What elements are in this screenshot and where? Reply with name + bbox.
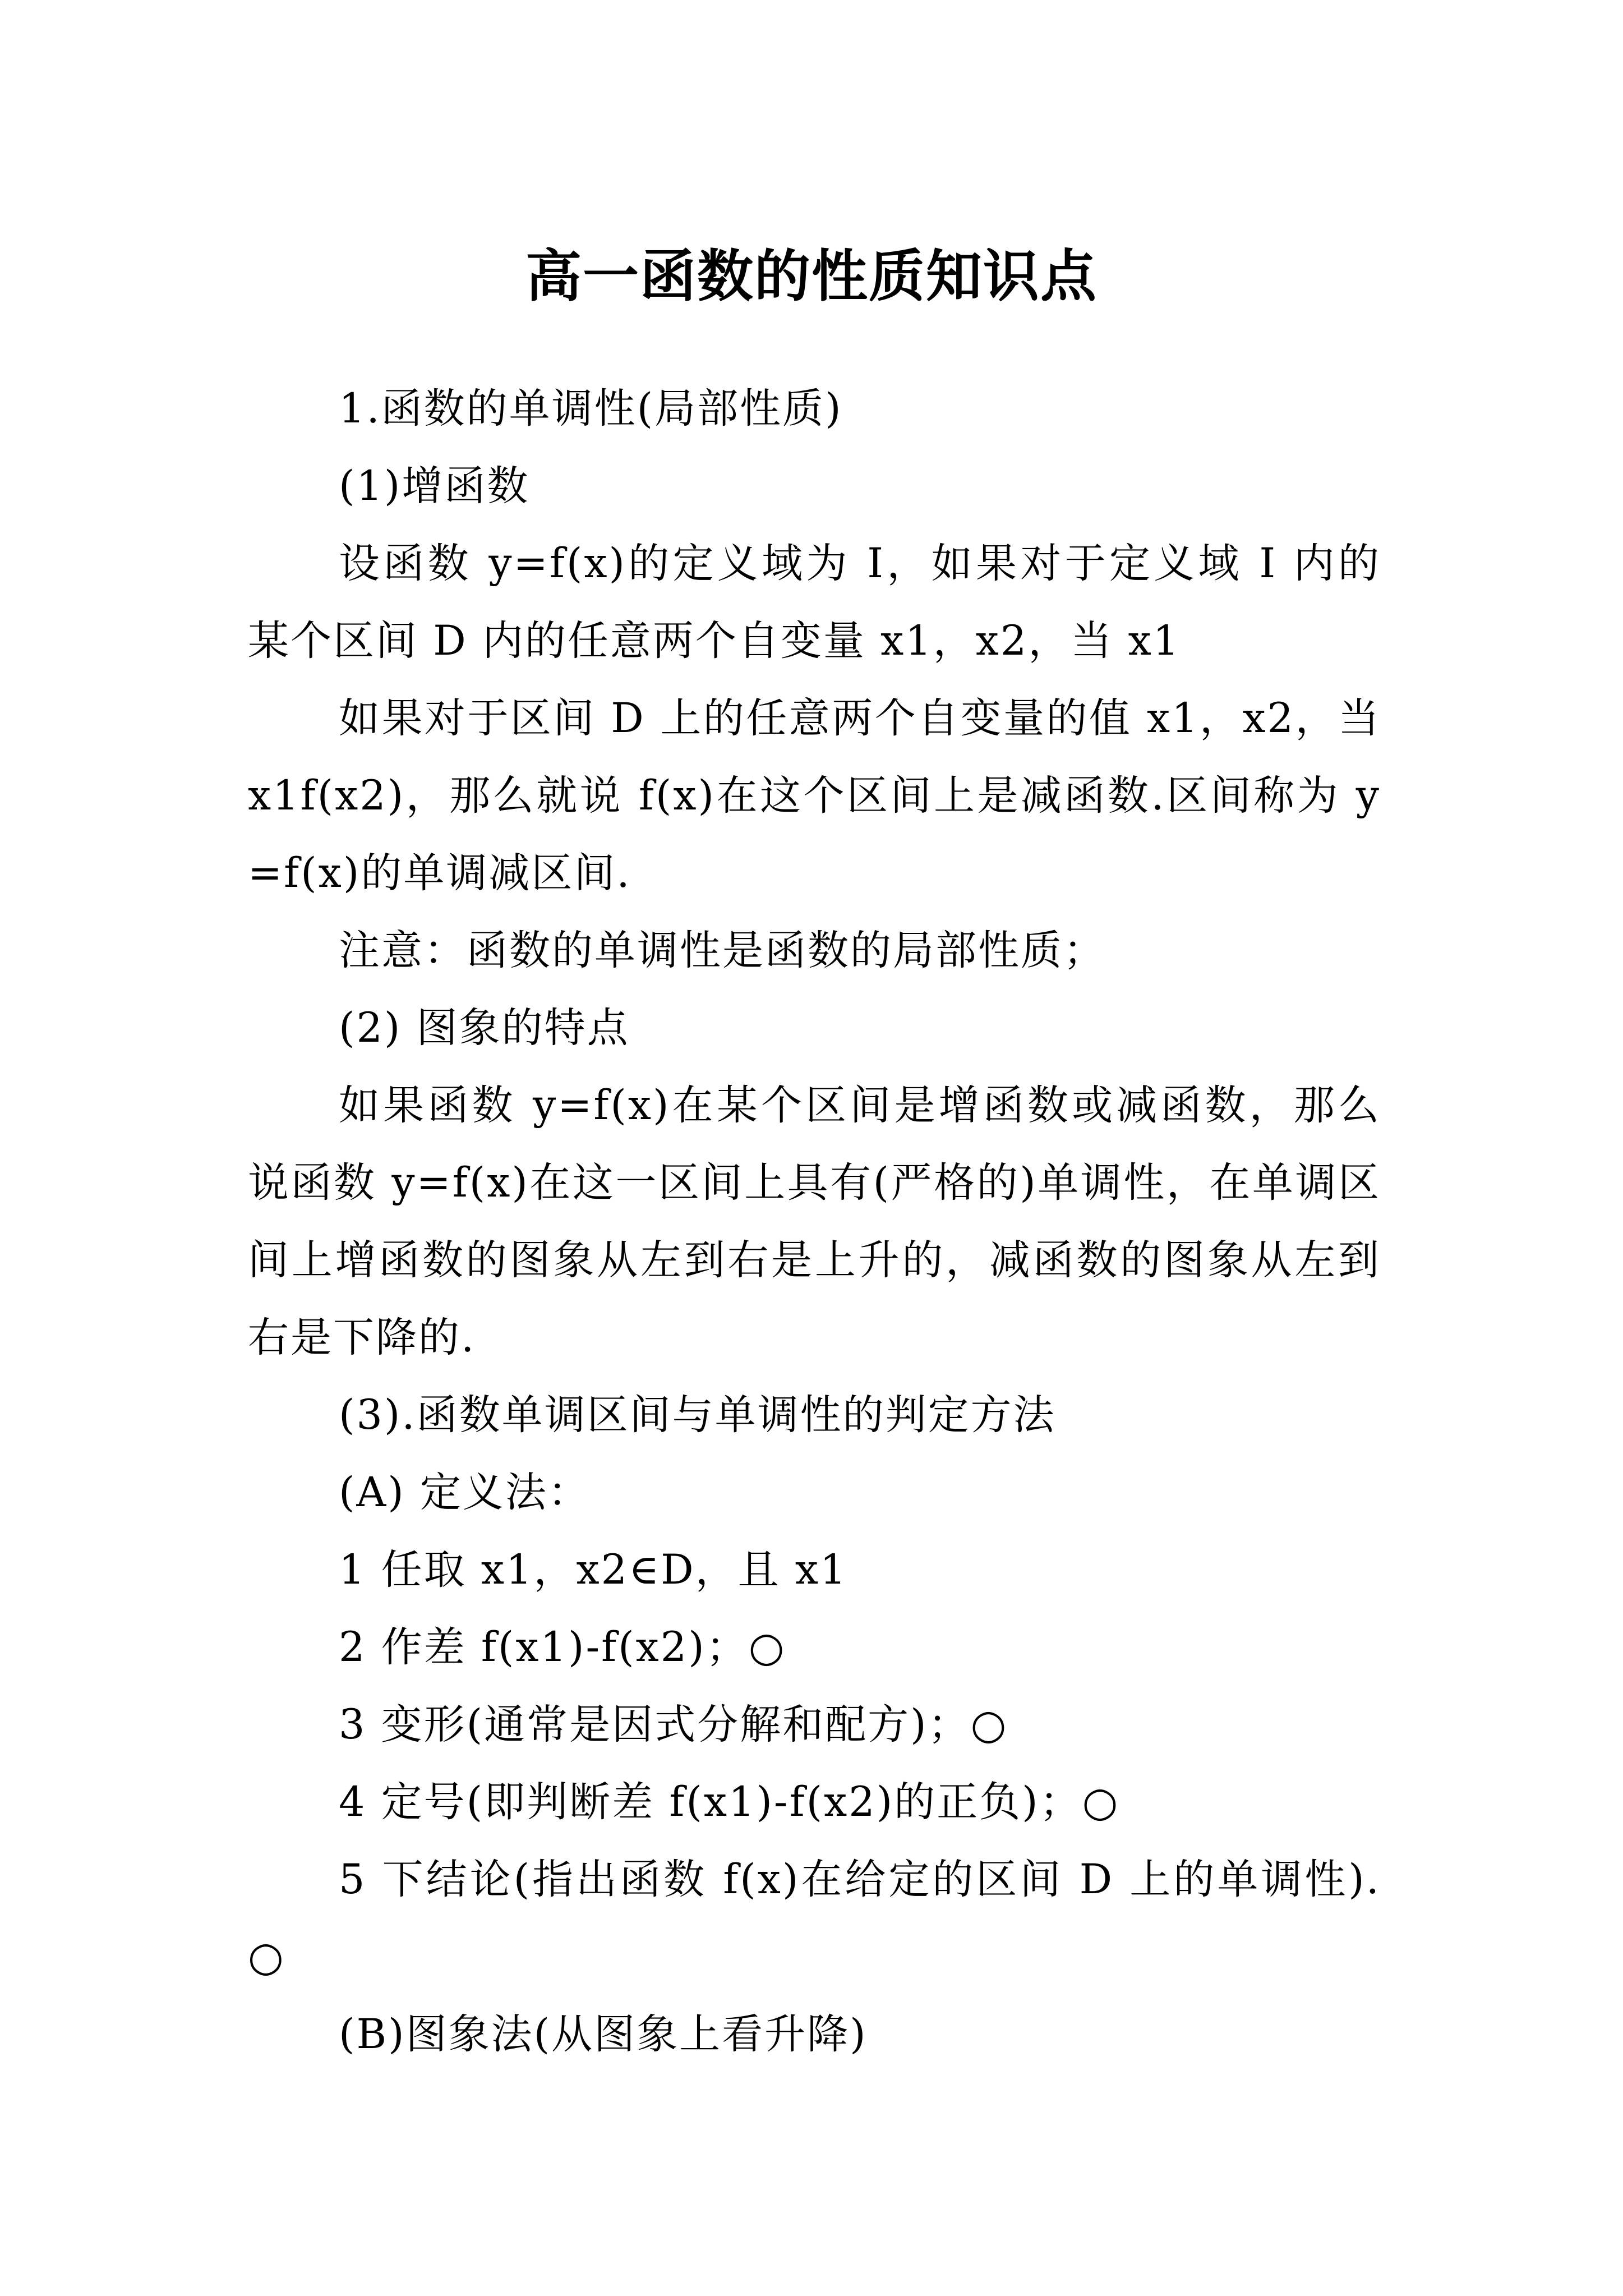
paragraph-judgement-methods-heading: (3).函数单调区间与单调性的判定方法 bbox=[339, 1391, 1056, 1439]
paragraph-step-1: 1 任取 x1，x2∈D，且 x1 bbox=[339, 1546, 848, 1594]
paragraph-definition-method: (A) 定义法： bbox=[339, 1469, 591, 1516]
paragraph-step-4: 4 定号(即判断差 f(x1)-f(x2)的正负)；○ bbox=[339, 1778, 1120, 1826]
document-title: 高一函数的性质知识点 bbox=[525, 243, 1098, 309]
paragraph-increasing-function-heading: (1)增函数 bbox=[339, 462, 530, 510]
paragraph-graph-features: 如果函数 y=f(x)在某个区间是增函数或减函数，那么说函数 y=f(x)在这一区间上具有(严格的)单调性，在单调区间上增函数的图象从左到右是上升的，减函数的图象从左到右是下降的. bbox=[248, 1082, 1381, 1361]
paragraph-step-2: 2 作差 f(x1)-f(x2)；○ bbox=[339, 1623, 786, 1671]
paragraph-step-3: 3 变形(通常是因式分解和配方)；○ bbox=[339, 1701, 1008, 1749]
paragraph-decreasing-definition: 如果对于区间 D 上的任意两个自变量的值 x1，x2，当 x1f(x2)，那么就说 f(x)在这个区间上是减函数.区间称为 y=f(x)的单调减区间. bbox=[248, 694, 1381, 897]
paragraph-graph-features-heading: (2) 图象的特点 bbox=[339, 1004, 630, 1052]
paragraph-step-5: 5 下结论(指出函数 f(x)在给定的区间 D 上的单调性).○ bbox=[248, 1856, 1381, 1981]
paragraph-graph-method: (B)图象法(从图象上看升降) bbox=[339, 2010, 868, 2058]
paragraph-monotonicity-heading: 1.函数的单调性(局部性质) bbox=[339, 385, 843, 432]
paragraph-note: 注意：函数的单调性是函数的局部性质； bbox=[339, 927, 1106, 974]
document-body bbox=[248, 370, 1381, 2073]
paragraph-increasing-definition: 设函数 y=f(x)的定义域为 I，如果对于定义域 I 内的某个区间 D 内的任意两个自变量 x1，x2，当 x1 bbox=[248, 540, 1381, 665]
